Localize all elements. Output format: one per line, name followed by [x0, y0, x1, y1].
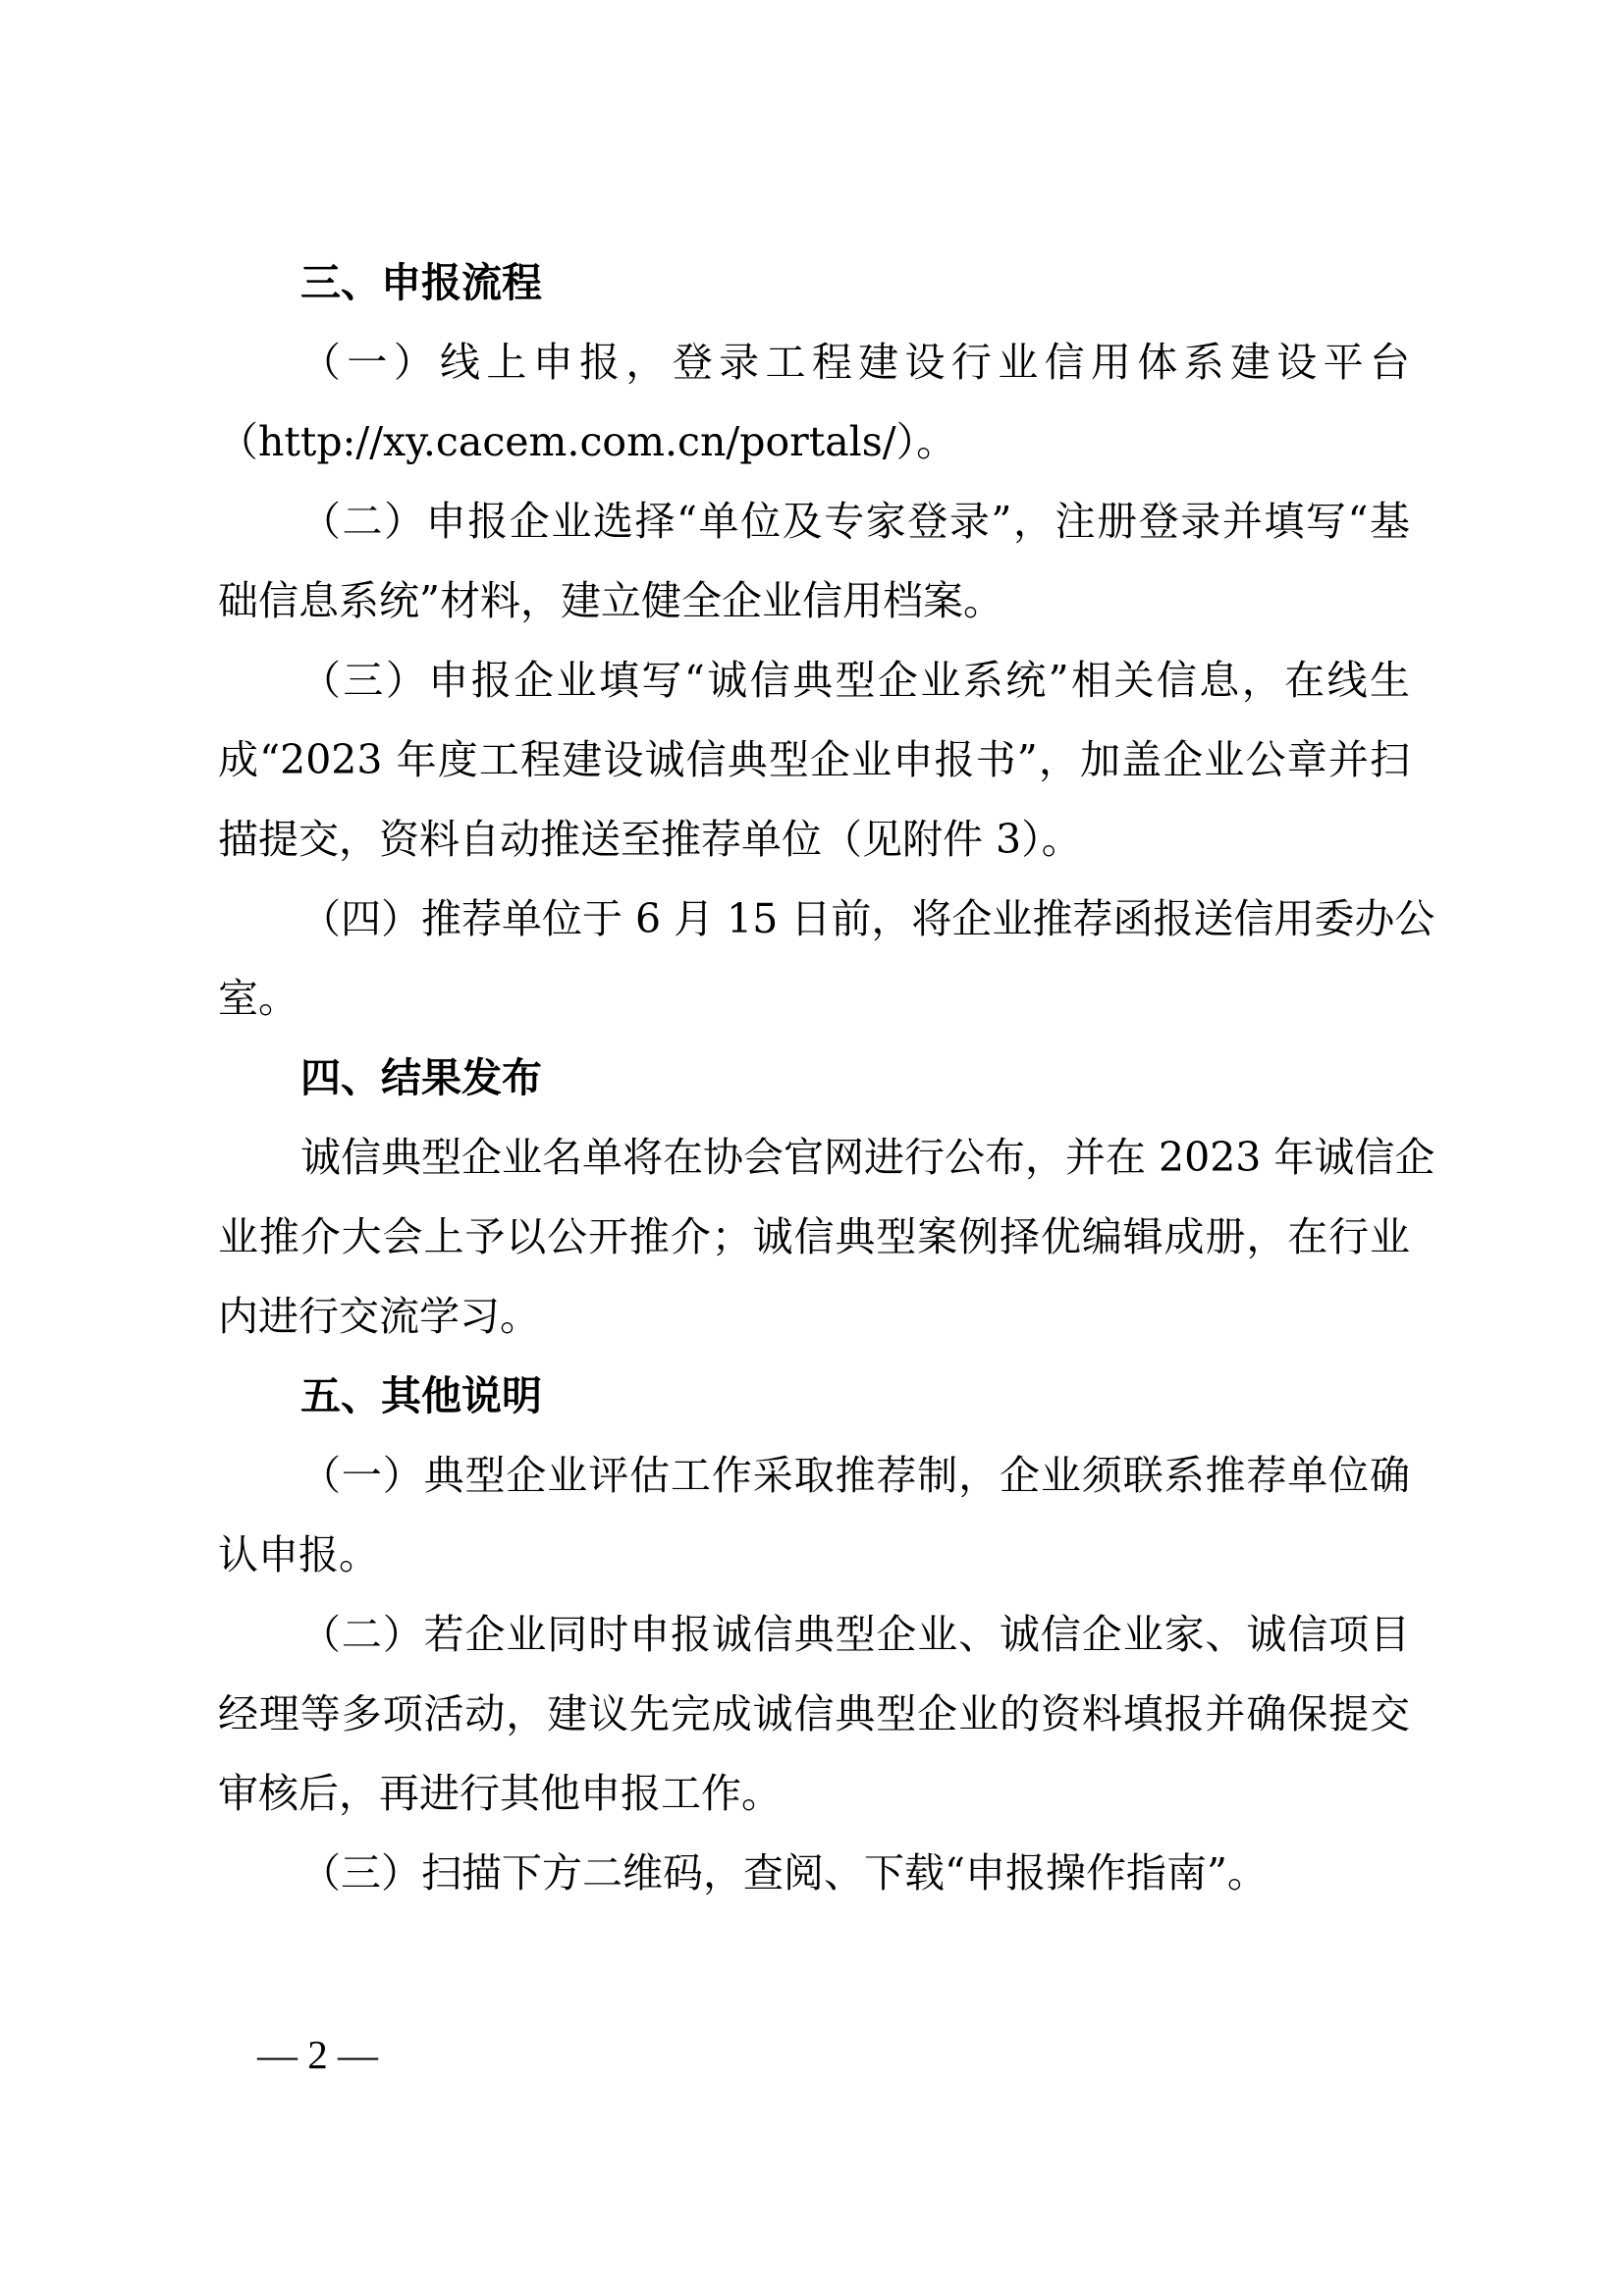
paragraph-line: （一）线上申报，登录工程建设行业信用体系建设平台	[300, 339, 1410, 386]
page-number: — 2 —	[257, 2032, 378, 2077]
section-heading-results: 四、结果发布	[300, 1054, 542, 1101]
section-heading-notes: 五、其他说明	[300, 1372, 542, 1419]
paragraph-line: （三）扫描下方二维码，查阅、下载“申报操作指南”。	[300, 1849, 1268, 1896]
paragraph-line: 业推介大会上予以公开推介；诚信典型案例择优编辑成册，在行业	[218, 1213, 1410, 1260]
paragraph-line: （四）推荐单位于 6 月 15 日前，将企业推荐函报送信用委办公	[300, 895, 1435, 942]
paragraph-line: 室。	[218, 975, 298, 1022]
paragraph-line: （三）申报企业填写“诚信典型企业系统”相关信息，在线生	[300, 657, 1410, 704]
paragraph-line: 经理等多项活动，建议先完成诚信典型企业的资料填报并确保提交	[218, 1690, 1410, 1737]
paragraph-line: 内进行交流学习。	[218, 1293, 540, 1340]
paragraph-line: 审核后，再进行其他申报工作。	[218, 1770, 782, 1817]
paragraph-line: （二）若企业同时申报诚信典型企业、诚信企业家、诚信项目	[300, 1611, 1410, 1658]
section-heading-process: 三、申报流程	[300, 259, 542, 306]
paragraph-line: （二）申报企业选择“单位及专家登录”，注册登录并填写“基	[300, 498, 1410, 545]
paragraph-line: 础信息系统”材料，建立健全企业信用档案。	[218, 577, 1003, 624]
paragraph-line: 描提交，资料自动推送至推荐单位（见附件 3）。	[218, 816, 1082, 863]
paragraph-line: 诚信典型企业名单将在协会官网进行公布，并在 2023 年诚信企	[300, 1134, 1435, 1181]
paragraph-line: （一）典型企业评估工作采取推荐制，企业须联系推荐单位确	[300, 1452, 1410, 1499]
paragraph-line: 成“2023 年度工程建设诚信典型企业申报书”，加盖企业公章并扫	[218, 736, 1410, 783]
paragraph-line: 认申报。	[218, 1531, 379, 1578]
url-text: （http://xy.cacem.com.cn/portals/）。	[218, 418, 957, 465]
